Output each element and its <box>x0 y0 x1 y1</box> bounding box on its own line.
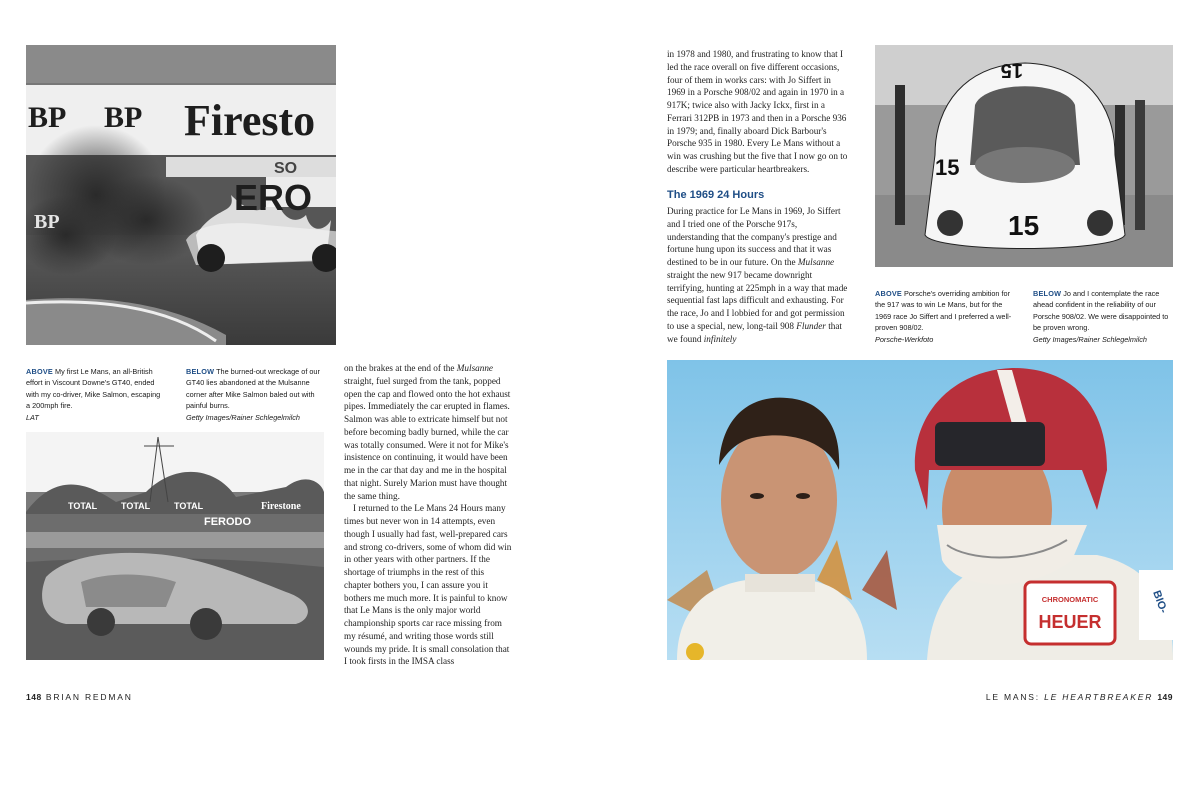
caption-above-right <box>875 288 1015 345</box>
photo-drivers-portrait <box>667 360 1173 660</box>
section-heading: The 1969 24 Hours <box>667 189 765 201</box>
body-text: straight, fuel surged from the tank, popped open the cap and flowed onto the hot exhaust pipes. Immediately the car erupted in flames. Salmon was able to extricate himself but not before becoming badly burned, while the car was totally consumed. Were it not for Mike's insistence on continuing, it would have been me in the car that day and me in the hospital that night. Surely Marion must have thought the same thing. <box>344 375 511 501</box>
body-column-right-cont <box>667 205 851 345</box>
sign-text: TOTAL <box>121 501 151 511</box>
caption-lead: BELOW <box>186 367 215 376</box>
sign-text: Firestone <box>261 501 301 512</box>
photo-porsche-917 <box>875 45 1173 267</box>
photo-credit: LAT <box>26 412 39 422</box>
body-paragraph: I returned to the Le Mans 24 Hours many times but never won in 14 attempts, even though I usually had fast, well-prepared cars and strong co-drivers, some of whom did win in other years with other partners. If the shortage of triumphs in the rest of this chapter bothers you, I can assure you it bothers me much more. It is painful to know that Le Mans is the only major world championship sports car race missing from my résumé, and writing those words still wounds my pride. It is small consolation that I took firsts in the IMSA class <box>344 503 512 667</box>
running-head: LE MANS: <box>985 692 1045 702</box>
caption-text: The burned-out wreckage of our GT40 lies abandoned at the Mulsanne corner after Mike Salmon baled out with painful burns. <box>186 367 320 411</box>
body-paragraph: in 1978 and 1980, and frustrating to know that I led the race overall on five different occasions, four of them in works cars: with Jo Siffert in 1969 in a Porsche 908/02 and again in 1970 in a 917K; twice also with Jacky Ickx, first in a Ferrari 312PB in 1973 and then in a Porsche 936 in 1979; and, finally aboard Dick Barbour's Porsche 935 in 1980. Every Le Mans without a win was crushing but the five that I now go on to describe were particular heartbreakers. <box>667 49 848 174</box>
body-text: During practice for Le Mans in 1969, Jo Siffert and I tried one of the Porsche 917s, understanding that the company's prestige and fortune hung upon its success and that it was destined to be in our future. On the <box>667 206 841 267</box>
sign-text: SO <box>274 160 298 177</box>
sign-text: BP <box>28 101 67 134</box>
caption-text: Porsche's overriding ambition for the 917 was to win Le Mans, but for the 1969 race Jo Siffert and I preferred a well-proven 908/02. <box>875 289 1012 333</box>
sign-text: ERO <box>234 177 313 218</box>
folio-left <box>26 692 133 702</box>
sign-text: BP <box>104 101 143 134</box>
caption-lead: ABOVE <box>26 367 53 376</box>
sign-text: Firesto <box>184 96 316 145</box>
body-text-italic: Mulsanne <box>456 363 493 373</box>
body-text: on the brakes at the end of the <box>344 363 457 373</box>
caption-lead: ABOVE <box>875 289 902 298</box>
race-number: 15 <box>935 155 960 180</box>
photo-burning-gt40 <box>26 45 336 345</box>
running-head: BRIAN REDMAN <box>45 692 133 702</box>
body-column-right <box>667 48 851 176</box>
body-text-italic: Flunder <box>796 320 826 331</box>
caption-lead: BELOW <box>1033 289 1062 298</box>
race-number: 15 <box>1000 59 1023 81</box>
patch-text: CHRONOMATIC <box>1041 595 1099 604</box>
body-text-italic: infinitely <box>703 333 737 344</box>
photo-credit: Getty Images/Rainer Schlegelmilch <box>186 412 300 422</box>
page-number: 148 <box>26 692 42 702</box>
photo-credit: Porsche-Werkfoto <box>875 334 934 344</box>
caption-below-left <box>186 366 326 423</box>
page-number: 149 <box>1157 692 1173 702</box>
sign-text: TOTAL <box>174 501 204 511</box>
photo-gt40-wreckage <box>26 432 324 660</box>
body-text: straight the new 917 became downright terrifying, hunting at 225mph in a way that made sequential fast laps difficult and exhausting. For the race, Jo and I lobbied for and got permission to use a special, new, long-tail 908 <box>667 269 848 331</box>
caption-text: My first Le Mans, an all-British effort in Viscount Downe's GT40, ended with my co-driver, Mike Salmon, escaping a 200mph fire. <box>26 367 161 411</box>
patch-text: HEUER <box>1038 612 1102 632</box>
sleeve-text: BIO- <box>1150 588 1170 615</box>
body-text-italic: Mulsanne <box>797 257 835 267</box>
running-head-italic: LE HEARTBREAKER <box>1044 692 1154 702</box>
sign-text: BP <box>34 211 60 233</box>
photo-credit: Getty Images/Rainer Schlegelmilch <box>1033 334 1147 344</box>
body-column-left <box>344 362 512 668</box>
sign-text: FERODO <box>204 516 252 528</box>
sign-text: TOTAL <box>68 501 98 511</box>
caption-below-right <box>1033 288 1173 345</box>
caption-above-left <box>26 366 166 423</box>
body-text: that we found <box>667 320 842 344</box>
caption-text: Jo and I contemplate the race ahead confident in the reliability of our Porsche 908/02. We were disappointed to be proven wrong. <box>1033 289 1169 333</box>
folio-right <box>986 692 1173 702</box>
race-number: 15 <box>1008 210 1040 241</box>
